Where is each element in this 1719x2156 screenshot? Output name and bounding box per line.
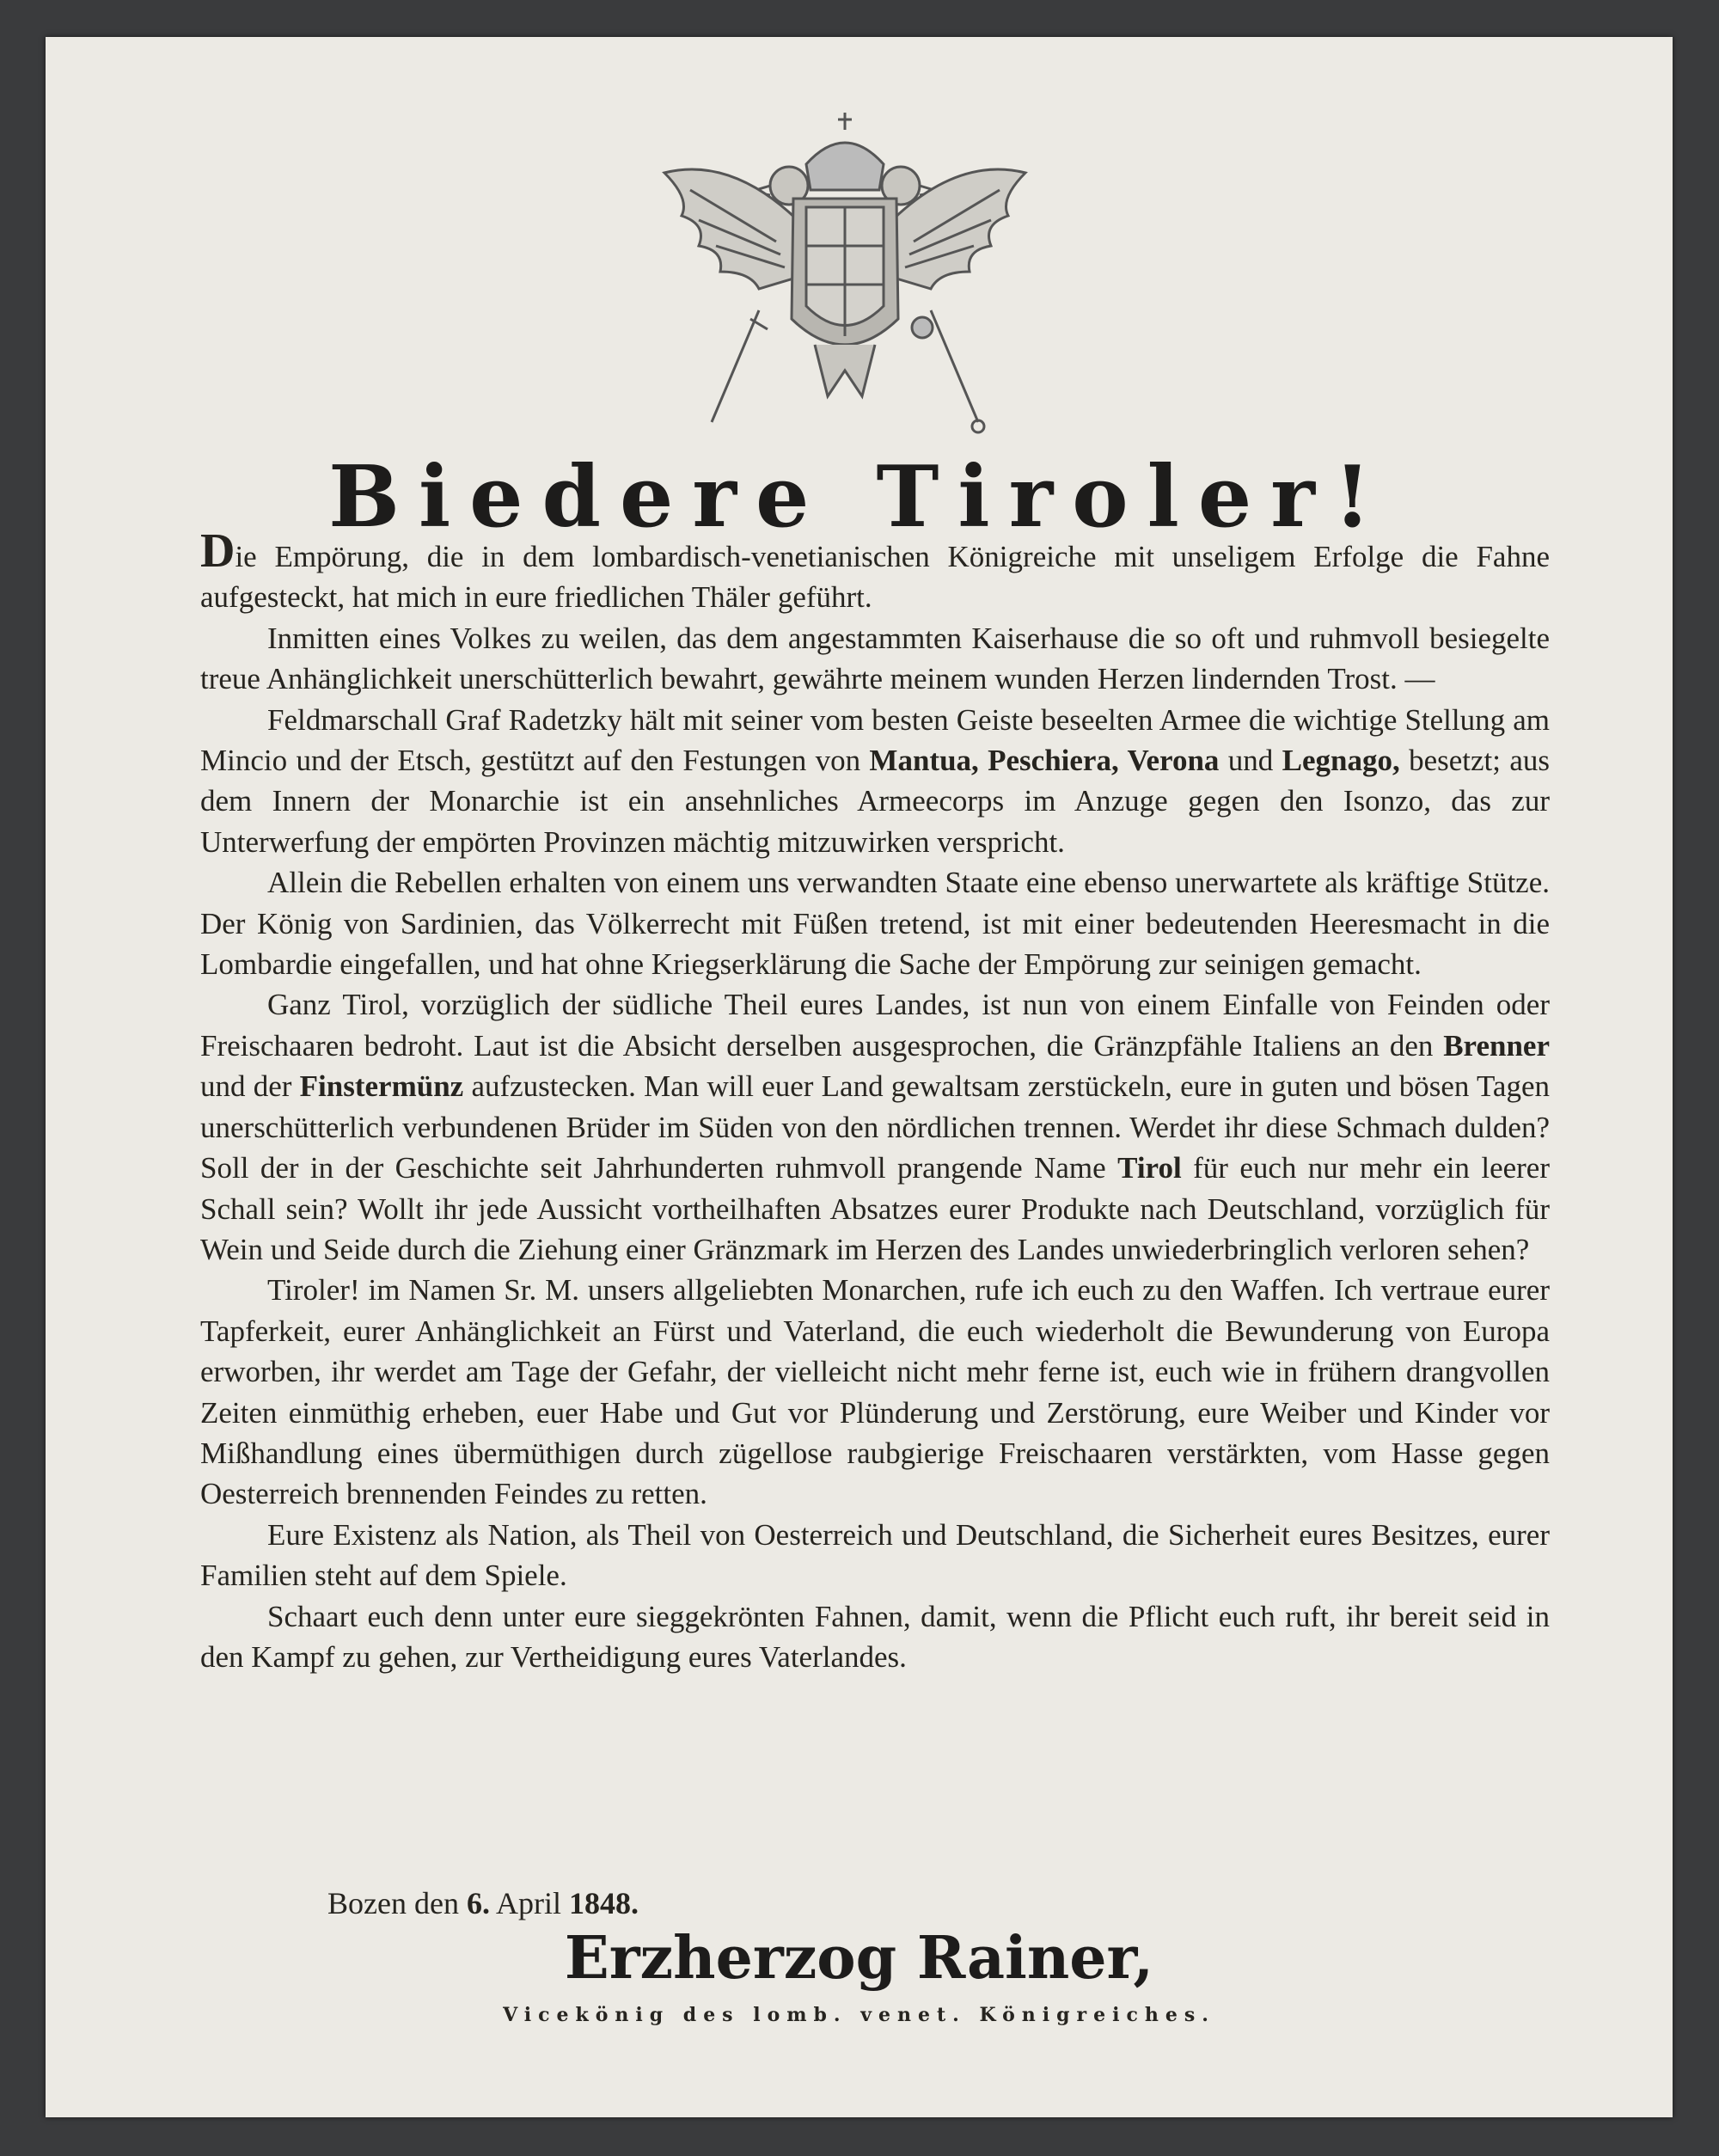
place-brenner: Brenner bbox=[1443, 1028, 1550, 1063]
date-place: Bozen den bbox=[327, 1886, 459, 1920]
signature-title: Vicekönig des lomb. venet. Königreiches. bbox=[503, 2004, 1215, 2026]
proclamation-sheet bbox=[46, 37, 1673, 2117]
paragraph-3-text-c: besetzt; aus dem Innern der Monarchie ist ein ansehnliches Armeecorps im Anzuge gegen den Isonzo, das zur Unterwerfung der empörten Provinzen mächtig mitzuwirken verspricht. bbox=[200, 744, 1550, 859]
double-headed-eagle-crest-icon bbox=[630, 104, 1060, 448]
paragraph-4: Allein die Rebellen erhalten von einem uns verwandten Staate eine ebenso unerwartete als kräftige Stütze. Der König von Sardinien, das Völkerrecht mit Füßen tretend, ist mit einer bedeutenden Heeresmacht in die Lombardie eingefallen, und hat ohne Kriegserklärung die Sache der Empörung zur seinigen gemacht. bbox=[200, 866, 1550, 982]
paragraph-1-text: ie Empörung, die in dem lombardisch-venetianischen Königreiche mit unseligem Erfolge die Fahne aufgesteckt, hat mich in eure friedlichen Thäler geführt. bbox=[200, 540, 1550, 615]
paragraph-2: Inmitten eines Volkes zu weilen, das dem angestammten Kaiserhause die so oft und ruhmvoll besiegelte treue Anhänglichkeit unerschütterlich bewahrt, gewährte meinem wunden Herzen lindernden Trost. — bbox=[200, 621, 1550, 696]
proclamation-headline: Biedere Tiroler! bbox=[328, 448, 1390, 547]
place-tirol: Tirol bbox=[1117, 1151, 1182, 1185]
drop-cap: D bbox=[200, 524, 236, 578]
paragraph-5-text-b: und der bbox=[200, 1069, 300, 1104]
fortress-legnago: Legnago, bbox=[1282, 744, 1400, 778]
date-year: 1848. bbox=[568, 1886, 639, 1920]
paragraph-3-text-b: und bbox=[1219, 744, 1282, 778]
paragraph-8: Schaart euch denn unter eure sieggekrönten Fahnen, damit, wenn die Pflicht euch ruft, ihr bereit seid in den Kampf zu gehen, zur Vertheidigung eures Vaterlandes. bbox=[200, 1599, 1550, 1674]
date-line bbox=[327, 1885, 639, 1921]
paragraph-5-text-a: Ganz Tirol, vorzüglich der südliche Theil eures Landes, ist nun von einem Einfalle von Feinden oder Freischaaren bedroht. Laut ist die Absicht derselben ausgesprochen, die Gränzpfähle Italiens an den bbox=[200, 988, 1550, 1063]
date-month: April bbox=[495, 1886, 561, 1920]
paragraph-7: Eure Existenz als Nation, als Theil von Oesterreich und Deutschland, die Sicherheit eures Besitzes, eurer Familien steht auf dem Spiele. bbox=[200, 1517, 1550, 1593]
date-day: 6. bbox=[466, 1886, 490, 1920]
paragraph-1 bbox=[200, 524, 1550, 618]
fortress-names: Mantua, Peschiera, Verona bbox=[869, 744, 1220, 778]
paragraph-6: Tiroler! im Namen Sr. M. unsers allgeliebten Monarchen, rufe ich euch zu den Waffen. Ich vertraue eurer Tapferkeit, eurer Anhänglichkeit an Fürst und Vaterland, die euch wiederholt die Bewunderung von Europa erworben, ihr werdet am Tage der Gefahr, der vielleicht nicht mehr ferne ist, euch wie in frühern drangvollen Zeiten einmüthig erheben, euer Habe und Gut vor Plünderung und Zerstörung, eure Weiber und Kinder vor Mißhandlung eines übermüthigen durch zügellose raubgierige Freischaaren verstärkten, vom Hasse gegen Oesterreich brennenden Feindes zu retten. bbox=[200, 1273, 1550, 1511]
paragraph-5 bbox=[200, 984, 1550, 1270]
paragraph-5-text-c: aufzustecken. Man will euer Land gewaltsam zerstückeln, eure in guten und bösen Tagen unerschütterlich verbundenen Brüder im Süden von den nördlichen trennen. Werdet ihr diese Schmach dulden? Soll der in der Geschichte seit Jahrhunderten ruhmvoll prangende Name bbox=[200, 1069, 1550, 1185]
proclamation-body bbox=[200, 524, 1550, 1677]
place-finstermuenz: Finstermünz bbox=[299, 1069, 464, 1104]
paragraph-3 bbox=[200, 700, 1550, 863]
paragraph-3-text-a: Feldmarschall Graf Radetzky hält mit seiner vom besten Geiste beseelten Armee die wichtige Stellung am Mincio und der Etsch, gestützt auf den Festungen von bbox=[200, 702, 1550, 778]
signature: Erzherzog Rainer, bbox=[564, 1924, 1154, 1993]
paragraph-5-text-d: für euch nur mehr ein leerer Schall sein? Wollt ihr jede Aussicht vortheilhaften Absatzes eurer Produkte nach Deutschland, vorzüglich für Wein und Seide durch die Ziehung einer Gränzmark im Herzen des Landes unwiederbringlich verloren sehen? bbox=[200, 1151, 1550, 1266]
